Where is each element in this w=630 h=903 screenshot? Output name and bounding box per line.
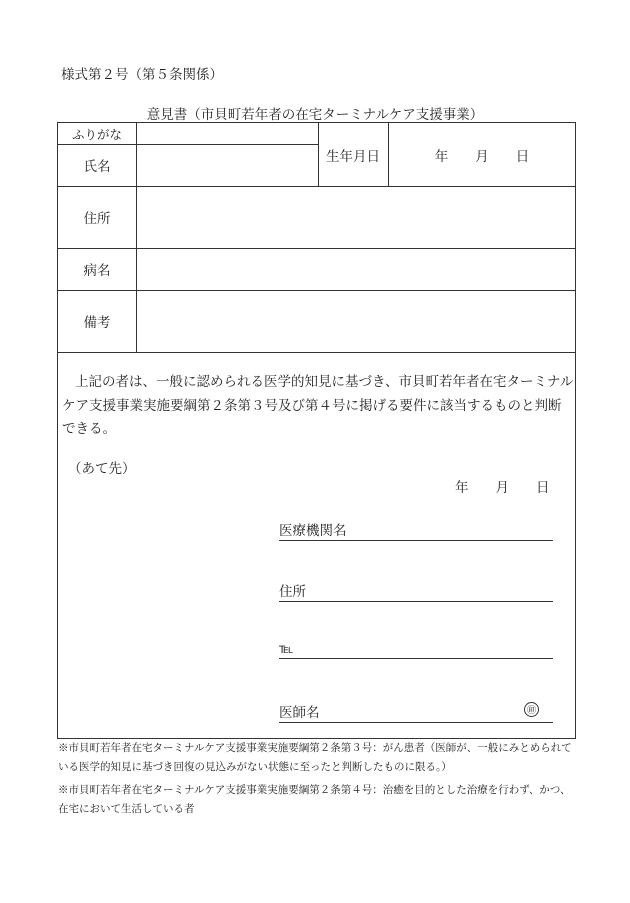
address-label: 住所	[83, 211, 111, 227]
furigana-label: ふりがな	[71, 126, 122, 142]
birthdate-value[interactable]: 年 月 日	[434, 148, 530, 165]
disease-field[interactable]	[137, 249, 576, 290]
telephone-label: ℡	[279, 641, 294, 657]
footnote-article-2-4: ※市貝町若年者在宅ターミナルケア支援事業実施要綱第２条第４号：治癒を目的とした治療を行わず、かつ、在宅において生活している者	[58, 784, 571, 815]
seal-icon	[524, 702, 539, 717]
document-title: 意見書（市貝町若年者の在宅ターミナルケア支援事業）	[146, 107, 484, 123]
addressee-label: （あて先）	[68, 461, 136, 477]
address-field[interactable]	[137, 187, 576, 248]
birthdate-label: 生年月日	[326, 148, 380, 165]
name-label: 氏名	[83, 159, 111, 175]
issue-date[interactable]: 年 月 日	[455, 480, 550, 496]
signer-address-line[interactable]	[279, 580, 553, 602]
doctor-name-line[interactable]	[279, 701, 553, 723]
name-field[interactable]	[137, 145, 318, 186]
institution-name-line[interactable]	[279, 519, 553, 541]
signer-address-label: 住所	[279, 584, 306, 600]
remarks-label: 備考	[83, 315, 111, 331]
opinion-statement: 上記の者は、一般に認められる医学的知見に基づき、市貝町若年者在宅ターミナルケア支援事業実施要綱第２条第３号及び第４号に掲げる要件に該当するものと判断できる。	[62, 374, 574, 437]
remarks-field[interactable]	[137, 291, 576, 352]
telephone-line[interactable]	[279, 641, 553, 659]
furigana-field[interactable]	[137, 123, 318, 144]
doctor-name-label: 医師名	[279, 705, 320, 721]
disease-label: 病名	[83, 263, 111, 279]
row-divider-remarks	[58, 352, 576, 353]
institution-name-label: 医療機関名	[279, 523, 347, 539]
seal-mark: ㊞	[526, 706, 536, 716]
footnote-article-2-3: ※市貝町若年者在宅ターミナルケア支援事業実施要綱第２条第３号：がん患者（医師が、一般にみとめられている医学的知見に基づき回復の見込みがない状態に至ったと判断したものに限る。）	[58, 742, 572, 773]
form-number: 様式第２号（第５条関係）	[61, 67, 223, 83]
